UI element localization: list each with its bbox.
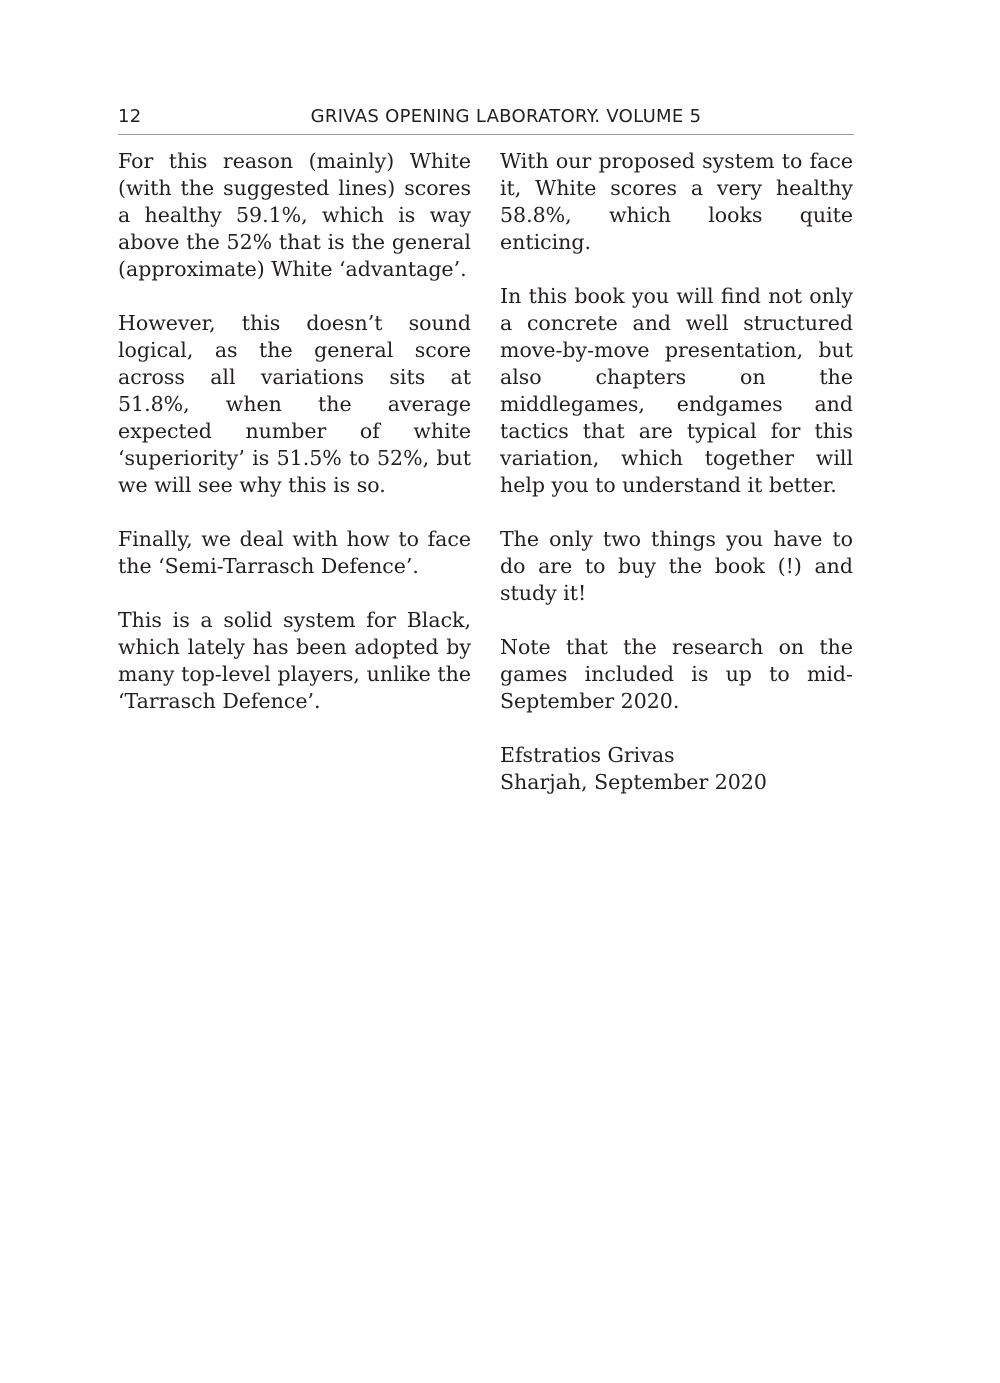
place-date: Sharjah, September 2020 — [500, 770, 767, 794]
left-column — [118, 148, 471, 742]
paragraph: For this reason (mainly) White (with the suggested lines) scores a healthy 59.1%, which is way above the 52% that is the general (approximate) White ‘advantage’. — [118, 149, 471, 281]
page-number: 12 — [118, 106, 142, 127]
paragraph: This is a solid system for Black, which lately has been adopted by many top-level players, unlike the ‘Tarrasch Defence’. — [118, 608, 471, 713]
paragraph: However, this doesn’t sound logical, as the general score across all variations sits at 51.8%, when the average expected number of white ‘superiority’ is 51.5% to 52%, but we will see why this is so. — [118, 311, 471, 497]
paragraph: Finally, we deal with how to face the ‘Semi-Tarrasch Defence’. — [118, 527, 471, 578]
running-title: GRIVAS OPENING LABORATORY. VOLUME 5 — [310, 106, 702, 127]
paragraph: In this book you will find not only a concrete and well structured move-by-move presentation, but also chapters on the middlegames, endgames and tactics that are typical for this variation, which together will help you to understand it better. — [500, 284, 853, 497]
signature — [500, 742, 853, 796]
author-name: Efstratios Grivas — [500, 743, 675, 767]
paragraph: With our proposed system to face it, White scores a very healthy 58.8%, which looks quite enticing. — [500, 149, 853, 254]
paragraph: Note that the research on the games included is up to mid-September 2020. — [500, 635, 853, 713]
paragraph: The only two things you have to do are to buy the book (!) and study it! — [500, 527, 853, 605]
page-header — [118, 104, 854, 135]
right-column — [500, 148, 853, 796]
